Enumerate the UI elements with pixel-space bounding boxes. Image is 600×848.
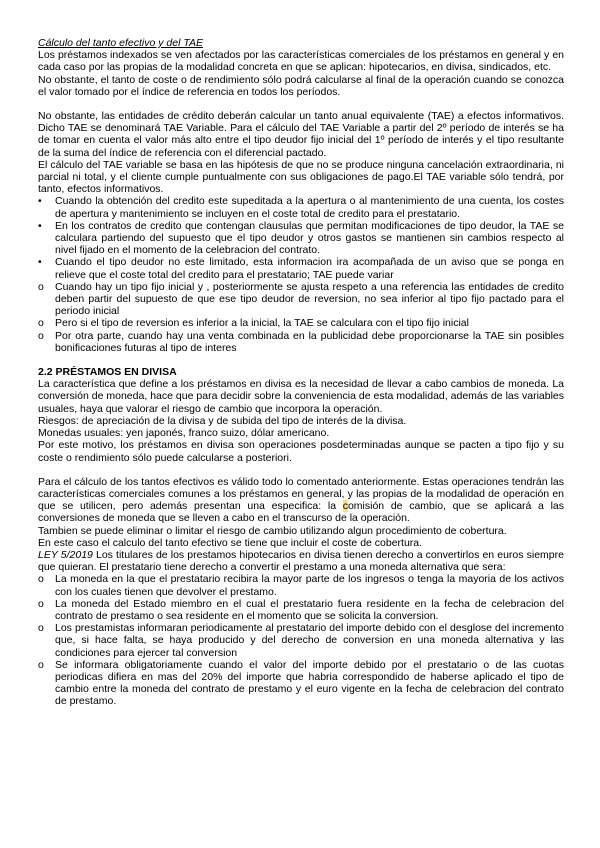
list-item: • En los contratos de credito que contengan clausulas que permitan modificaciones de tipo deudor, la TAE se calculara partiendo del supuesto que el tipo deudor y otros gastos se mantienen sin cambios respecto al nivel fijado en el momento de la celebracion del contrato. (38, 219, 564, 257)
bullet-marker: • (38, 256, 42, 269)
bullet-marker: o (38, 317, 44, 330)
bullet-marker: o (38, 622, 44, 635)
list-item: o Pero si el tipo de reversion es inferior a la inicial, la TAE se calculara con el tipo fijo inicial (38, 317, 469, 330)
highlighted-text: c (342, 500, 348, 513)
bullet-marker: o (38, 573, 44, 586)
section-title: Cálculo del tanto efectivo y del TAE (38, 37, 203, 49)
list-item: • Cuando el tipo deudor no este limitado, esta informacion ira acompañada de un aviso que se ponga en relieve que el coste total del credito para el prestatario; TAE puede variar (38, 256, 564, 281)
paragraph: En este caso el calculo del tanto efectivo se tiene que incluir el coste de cobertura. (38, 536, 423, 549)
paragraph: Riesgos: de apreciación de la divisa y de subida del tipo de interés de la divisa. (38, 414, 407, 427)
paragraph: No obstante, las entidades de crédito deberán calcular un tanto anual equivalente (TAE) a efectos informativos. Dicho TAE se denominará TAE Variable. Para el cálculo del TAE Variable a partir del 2º período de interés se ha de tomar en cuenta el valor más alto entre el tipo deudor fijo inicial del 1º período de interés y el tipo resultante de la suma del índice de referencia con el diferencial pactado. (38, 110, 564, 159)
paragraph: Tambien se puede eliminar o limitar el riesgo de cambio utilizando algun procedimiento de cobertura. (38, 524, 507, 537)
list-item: o Por otra parte, cuando hay una venta combinada en la publicidad debe proporcionarse la TAE sin posibles bonificaciones futuras al tipo de interes (38, 329, 564, 354)
bullet-list (38, 573, 564, 707)
paragraph: LEY 5/2019 Los titulares de los prestamos hipotecarios en divisa tienen derecho a convertirlos en euros siempre que quieran. El prestatario tiene derecho a convertir el prestamo a una moneda alternativa que sera: (38, 548, 564, 574)
paragraph: Monedas usuales: yen japonés, franco suizo, dólar americano. (38, 427, 330, 440)
list-item: o Cuando hay un tipo fijo inicial y , posteriormente se ajusta respeto a una referencia las entidades de credito deben partir del supuesto de que ese tipo deudor de reversion, no sea inferior al tipo fijo pactado para el periodo inicial (38, 280, 564, 318)
bullet-marker: • (38, 219, 42, 232)
paragraph: La característica que define a los préstamos en divisa es la necesidad de llevar a cabo cambios de moneda. La conversión de moneda, hace que para decidir sobre la conveniencia de esta modalidad, además de las variables usuales, haya que valorar el riesgo de cambio que incorpora la operación. (38, 378, 564, 415)
bullet-marker: o (38, 280, 44, 293)
law-reference: LEY 5/2019 (38, 548, 93, 561)
bullet-list (38, 195, 564, 354)
list-item: • Cuando la obtención del credito este supeditada a la apertura o al mantenimiento de una cuenta, los costes de apertura y mantenimiento se incluyen en el coste total de credito para el prestatario. (38, 195, 564, 220)
bullet-marker: o (38, 658, 44, 671)
paragraph: Los préstamos indexados se ven afectados por las características comerciales de los préstamos en general y en cada caso por las propias de la modalidad concreta en que se aplican: hipotecarios, en divisa, sindicados, etc. (38, 49, 564, 74)
list-item: o La moneda en la que el prestatario recibira la mayor parte de los ingresos o tenga la mayoria de los activos con los cuales tienen que devolver el prestamo. (38, 573, 564, 598)
paragraph: Por este motivo, los préstamos en divisa son operaciones posdeterminadas aunque se pacten a tipo fijo y su coste o rendimiento sólo puede calcularse a posteriori. (38, 439, 564, 464)
paragraph: El cálculo del TAE variable se basa en las hipótesis de que no se produce ninguna cancelación extraordinaria, ni parcial ni total, y el cliente cumple puntualmente con sus obligaciones de pago.El TAE variable sólo tendrá, por tanto, efectos informativos. (38, 158, 564, 196)
bullet-marker: o (38, 329, 44, 342)
paragraph: Para el cálculo de los tantos efectivos es válido todo lo comentado anteriormente. Estas operaciones tendrán las características comerciales comunes a los préstamos en general, y las propias de la modalidad de operación en que se utilicen, pero además presentan una especifica: la comisión de cambio, que se aplicará a las conversiones de moneda que se lleven a cabo en el transcurso de la operación. (38, 475, 565, 525)
section-heading: 2.2 PRÉSTAMOS EN DIVISA (38, 366, 177, 379)
list-item: o Los prestamistas informaran periodicamente al prestatario del importe debido con el desglose del incremento que, si hace falta, se haya producido y del derecho de conversion en una moneda alternativa y las condiciones para ejercer tal conversion (38, 622, 564, 659)
bullet-marker: o (38, 597, 44, 610)
list-item: o La moneda del Estado miembro en el cual el prestatario fuera residente en la fecha de celebracion del contrato de prestamo o sea residente en el momento que se solicita la conversion. (38, 597, 564, 622)
list-item: o Se informara obligatoriamente cuando el valor del importe debido por el prestatario o de las cuotas periodicas difiera en mas del 20% del importe que habria correspondido de haberse aplicado el tipo de cambio entre la moneda del contrato de prestamo y el euro vigente en la fecha de celebracion del contrato de prestamo. (38, 658, 564, 708)
document-page (38, 37, 564, 708)
bullet-marker: • (38, 195, 42, 208)
paragraph: No obstante, el tanto de coste o de rendimiento sólo podrá calcularse al final de la operación cuando se conozca el valor tomado por el índice de referencia en todos los períodos. (38, 73, 564, 98)
